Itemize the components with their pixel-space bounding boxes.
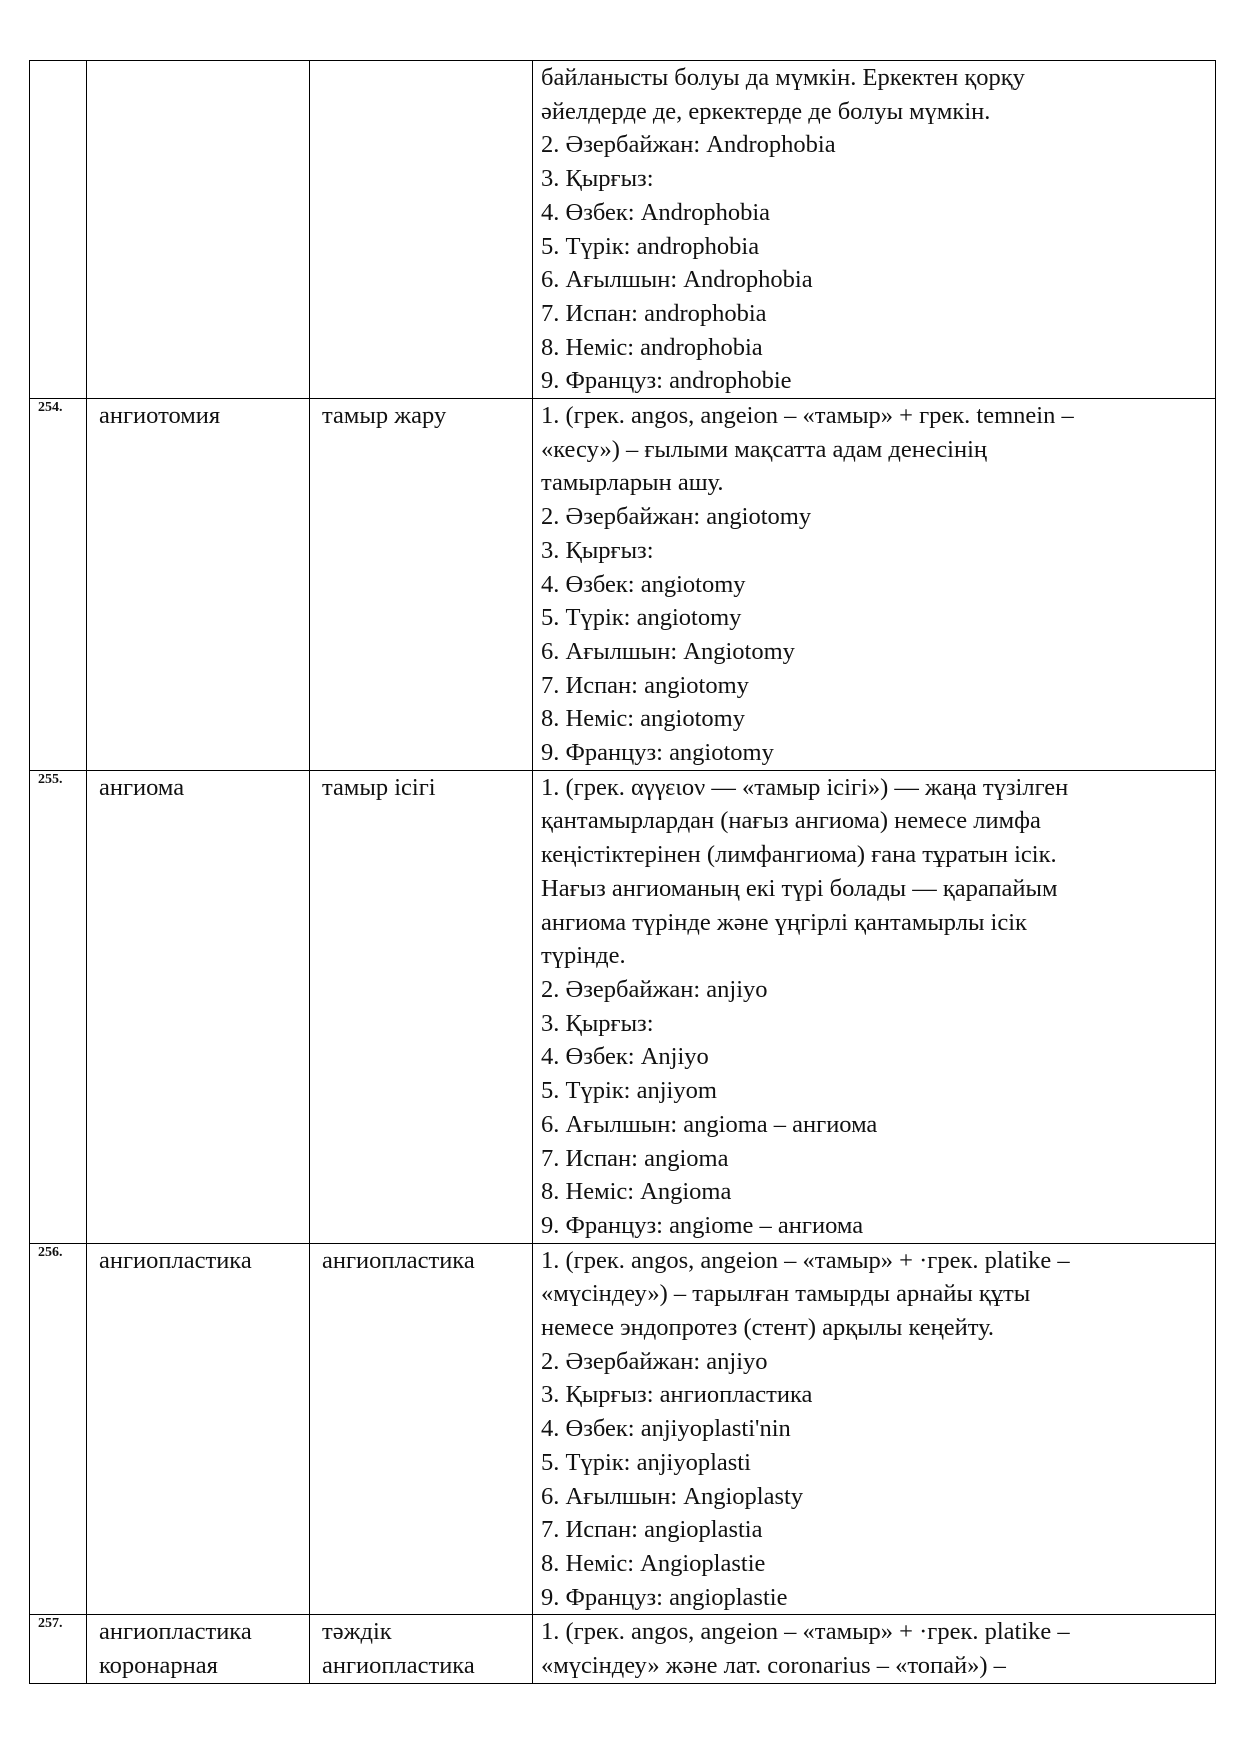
table-row: [30, 770, 1216, 1243]
definition-line: 9. Француз: androphobie: [541, 367, 792, 395]
definition-line: байланысты болуы да мүмкін. Еркектен қорқу: [541, 64, 1025, 91]
definition-line: 2. Әзербайжан: anjiyo: [541, 1347, 768, 1375]
definition-line: 7. Испан: angioma: [541, 1144, 729, 1172]
definition-line: 5. Түрік: androphobia: [541, 232, 760, 260]
table-row: [30, 61, 1216, 399]
definition-line: «мүсіндеу» және лат. coronarius – «топай») –: [541, 1652, 1006, 1680]
term-russian: ангиопластика: [87, 1243, 310, 1615]
table-row: [30, 1615, 1216, 1683]
definition-line: 1. (грек. αγγειον — «тамыр ісігі») — жаңа түзілген: [541, 773, 1069, 801]
term-kazakh: тамыр жару: [310, 399, 533, 771]
definition-line: 7. Испан: angioplastia: [541, 1516, 763, 1544]
definition-line: 2. Әзербайжан: angiotomy: [541, 503, 812, 531]
definition-line: «кесу») – ғылыми мақсатта адам денесінің: [541, 435, 988, 463]
definition-line: немесе эндопротез (стент) арқылы кеңейту.: [541, 1314, 995, 1342]
definition-cell: [533, 1243, 1216, 1615]
table-row: [30, 1243, 1216, 1615]
definition-cell: [533, 1615, 1216, 1683]
definition-line: 6. Ағылшын: Angiotomy: [541, 637, 795, 665]
definition-line: 1. (грек. angos, angeion – «тамыр» + грек. temnein –: [541, 402, 1074, 430]
definition-line: 3. Қырғыз:: [541, 165, 654, 193]
definition-line: 4. Өзбек: angiotomy: [541, 570, 746, 598]
definition-line: 9. Француз: angiome – ангиома: [541, 1211, 864, 1239]
definition-line: 7. Испан: angiotomy: [541, 671, 749, 699]
entry-number: 257.: [30, 1615, 87, 1683]
definition-line: 1. (грек. angos, angeion – «тамыр» + ·грек. platike –: [541, 1246, 1070, 1274]
definition-line: «мүсіндеу») – тарылған тамырды арнайы құты: [541, 1280, 1031, 1308]
term-russian: ангиопластика коронарная: [87, 1615, 310, 1683]
definition-line: 3. Қырғыз:: [541, 1009, 654, 1037]
definition-line: 3. Қырғыз:: [541, 536, 654, 564]
term-kazakh: ангиопластика: [310, 1243, 533, 1615]
entry-number: [30, 61, 87, 399]
definition-line: қантамырлардан (нағыз ангиома) немесе лимфа: [541, 807, 1041, 835]
term-kazakh: тәждік ангиопластика: [310, 1615, 533, 1683]
definition-line: 4. Өзбек: anjiyoplasti'nin: [541, 1415, 791, 1443]
table-row: [30, 399, 1216, 771]
term-russian: ангиотомия: [87, 399, 310, 771]
definition-line: ангиома түрінде және үңгірлі қантамырлы ісік: [541, 908, 1027, 936]
definition-line: 5. Түрік: anjiyom: [541, 1077, 717, 1105]
definition-line: 6. Ағылшын: angioma – ангиома: [541, 1110, 878, 1138]
entry-number: 256.: [30, 1243, 87, 1615]
definition-cell: [533, 770, 1216, 1243]
definition-line: 8. Неміс: Angioma: [541, 1178, 732, 1206]
term-kazakh: [310, 61, 533, 399]
definition-line: тамырларын ашу.: [541, 469, 724, 497]
definition-line: 1. (грек. angos, angeion – «тамыр» + ·грек. platike –: [541, 1618, 1070, 1646]
definition-line: 6. Ағылшын: Androphobia: [541, 266, 813, 294]
definition-line: 8. Неміс: androphobia: [541, 333, 763, 361]
definition-line: 3. Қырғыз: ангиопластика: [541, 1381, 813, 1409]
terms-table: [29, 60, 1216, 1684]
definition-line: әйелдерде де, еркектерде де болуы мүмкін.: [541, 97, 991, 125]
definition-line: түрінде.: [541, 942, 626, 970]
definition-line: кеңістіктерінен (лимфангиома) ғана тұратын ісік.: [541, 841, 1057, 869]
definition-line: 4. Өзбек: Androphobia: [541, 198, 771, 226]
definition-line: 9. Француз: angiotomy: [541, 739, 774, 767]
definition-line: 5. Түрік: anjiyoplasti: [541, 1448, 751, 1476]
entry-number: 255.: [30, 770, 87, 1243]
definition-line: 2. Әзербайжан: anjiyo: [541, 975, 768, 1003]
definition-line: 6. Ағылшын: Angioplasty: [541, 1482, 804, 1510]
definition-line: 4. Өзбек: Anjiyo: [541, 1043, 709, 1071]
definition-line: 8. Неміс: Angioplastie: [541, 1549, 766, 1577]
definition-cell: [533, 399, 1216, 771]
entry-number: 254.: [30, 399, 87, 771]
definition-line: 2. Әзербайжан: Androphobia: [541, 131, 836, 159]
dictionary-page: [29, 60, 1215, 1684]
term-russian: [87, 61, 310, 399]
definition-line: 5. Түрік: angiotomy: [541, 604, 742, 632]
term-kazakh: тамыр ісігі: [310, 770, 533, 1243]
definition-line: 9. Француз: angioplastie: [541, 1583, 788, 1611]
definition-line: 8. Неміс: angiotomy: [541, 705, 745, 733]
term-russian: ангиома: [87, 770, 310, 1243]
definition-line: Нағыз ангиоманың екі түрі болады — қарапайым: [541, 874, 1058, 902]
definition-line: 7. Испан: androphobia: [541, 299, 767, 327]
definition-cell: [533, 61, 1216, 399]
